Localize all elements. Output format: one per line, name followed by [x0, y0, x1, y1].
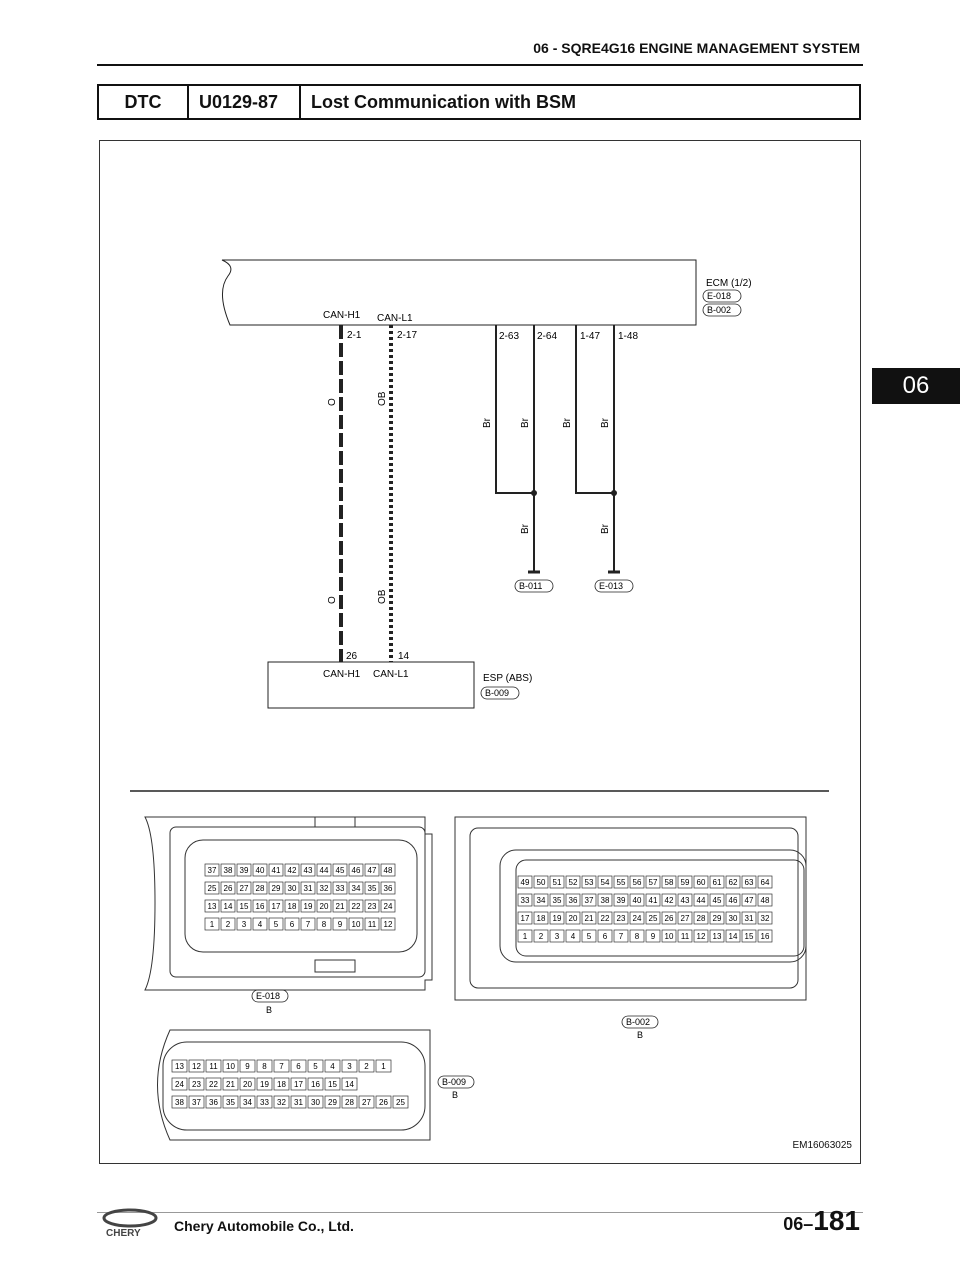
- connector-pin-label: 7: [305, 920, 311, 929]
- connector-pin-label: 4: [330, 1062, 335, 1071]
- connector-pin-label: 44: [319, 866, 329, 875]
- ecm-can-h-label: CAN-H1: [323, 310, 361, 321]
- ecm-connector-b002: B-002: [707, 305, 732, 315]
- connector-pin-label: 20: [568, 914, 578, 923]
- wire-color-can-h-lower: O: [327, 596, 338, 604]
- connector-pin-label: 2: [538, 932, 544, 941]
- connector-pin-label: 55: [616, 878, 626, 887]
- connector-pin-label: 5: [313, 1062, 318, 1071]
- connector-pin-label: 2: [364, 1062, 369, 1071]
- connector-pin-label: 60: [696, 878, 706, 887]
- connector-pin-label: 25: [396, 1098, 405, 1107]
- connector-pin-label: 21: [335, 902, 345, 911]
- connector-pin-label: 33: [260, 1098, 269, 1107]
- connector-pin-label: 29: [328, 1098, 337, 1107]
- ground-wire-1-47: [576, 325, 614, 493]
- connector-pin-label: 63: [744, 878, 754, 887]
- connector-e018-view: B: [266, 1005, 273, 1015]
- connector-pin-label: 3: [554, 932, 560, 941]
- connector-pin-label: 11: [680, 932, 690, 941]
- connector-pin-label: 6: [602, 932, 608, 941]
- connector-pin-label: 12: [696, 932, 706, 941]
- connector-pin-label: 9: [337, 920, 343, 929]
- ecm-pin-2-63: 2-63: [499, 331, 520, 342]
- dtc-label: DTC: [99, 86, 189, 118]
- connector-pin-label: 11: [367, 920, 377, 929]
- connector-pin-label: 42: [287, 866, 297, 875]
- connector-pin-label: 40: [632, 896, 642, 905]
- connector-pin-label: 26: [664, 914, 674, 923]
- connector-pin-label: 46: [351, 866, 361, 875]
- connector-b009-face: [158, 1030, 431, 1140]
- connector-pin-label: 24: [632, 914, 642, 923]
- connector-pin-label: 41: [271, 866, 281, 875]
- figure-id: EM16063025: [792, 1140, 852, 1151]
- connector-pin-label: 11: [209, 1062, 218, 1071]
- connector-pin-label: 28: [696, 914, 706, 923]
- connector-pin-label: 23: [367, 902, 377, 911]
- esp-can-l-label: CAN-L1: [373, 669, 409, 680]
- connector-pin-label: 8: [321, 920, 327, 929]
- connector-pin-label: 1: [522, 932, 528, 941]
- connector-pin-label: 32: [319, 884, 329, 893]
- connector-pin-label: 28: [345, 1098, 354, 1107]
- connector-pin-label: 22: [351, 902, 361, 911]
- ecm-pin-2-64: 2-64: [537, 331, 558, 342]
- connector-pin-label: 7: [618, 932, 624, 941]
- connector-pin-label: 36: [383, 884, 393, 893]
- esp-box: [268, 662, 474, 708]
- connector-pin-label: 32: [277, 1098, 286, 1107]
- connector-pin-label: 28: [255, 884, 265, 893]
- connector-pin-label: 38: [223, 866, 233, 875]
- connector-b002-view: B: [637, 1030, 644, 1040]
- connector-pin-label: 8: [262, 1062, 267, 1071]
- connector-pin-label: 58: [664, 878, 674, 887]
- ground-b011: B-011: [519, 581, 543, 591]
- wire-color-br-3: Br: [562, 418, 573, 428]
- connector-pin-label: 32: [760, 914, 770, 923]
- connector-pin-label: 47: [744, 896, 754, 905]
- connector-pin-label: 54: [600, 878, 610, 887]
- ecm-connector-e018: E-018: [707, 291, 732, 301]
- connector-pin-label: 10: [226, 1062, 235, 1071]
- connector-pin-label: 16: [255, 902, 265, 911]
- connector-pin-label: 16: [311, 1080, 320, 1089]
- connector-pin-label: 25: [207, 884, 217, 893]
- connector-pin-label: 10: [351, 920, 361, 929]
- connector-e018-label: E-018: [256, 991, 281, 1001]
- esp-connector: B-009: [485, 688, 510, 698]
- connector-pin-label: 45: [712, 896, 722, 905]
- connector-pin-label: 51: [552, 878, 562, 887]
- connector-pin-label: 13: [712, 932, 722, 941]
- connector-pin-label: 30: [728, 914, 738, 923]
- connector-pin-label: 43: [680, 896, 690, 905]
- esp-pin-14: 14: [398, 651, 410, 662]
- connector-pin-label: 36: [568, 896, 578, 905]
- connector-pin-label: 37: [192, 1098, 201, 1107]
- connector-pin-label: 9: [650, 932, 656, 941]
- connector-pin-label: 31: [294, 1098, 303, 1107]
- wire-color-can-h-upper: O: [327, 398, 338, 406]
- connector-pin-label: 30: [287, 884, 297, 893]
- connector-pin-label: 37: [207, 866, 217, 875]
- connector-pin-label: 15: [239, 902, 249, 911]
- connector-pin-label: 35: [552, 896, 562, 905]
- connector-pin-label: 15: [328, 1080, 337, 1089]
- connector-pin-label: 31: [744, 914, 754, 923]
- connector-pin-label: 16: [760, 932, 770, 941]
- page-number: [783, 1205, 860, 1237]
- connector-pin-label: 35: [226, 1098, 235, 1107]
- connector-pin-label: 21: [584, 914, 594, 923]
- dtc-description: Lost Communication with BSM: [311, 91, 576, 112]
- connector-pin-label: 19: [303, 902, 313, 911]
- connector-pin-label: 6: [296, 1062, 301, 1071]
- connector-pin-label: 36: [209, 1098, 218, 1107]
- connector-pin-label: 24: [383, 902, 393, 911]
- connector-pin-label: 34: [243, 1098, 252, 1107]
- connector-pin-label: 35: [367, 884, 377, 893]
- connector-pin-label: 45: [335, 866, 345, 875]
- connector-pin-label: 13: [207, 902, 217, 911]
- connector-pin-label: 42: [664, 896, 674, 905]
- wire-color-br-1: Br: [482, 418, 493, 428]
- connector-pin-label: 17: [294, 1080, 303, 1089]
- connector-pin-label: 57: [648, 878, 658, 887]
- connector-pin-label: 20: [243, 1080, 252, 1089]
- connector-pin-label: 44: [696, 896, 706, 905]
- wire-color-can-l-lower: OB: [377, 589, 388, 604]
- esp-can-h-label: CAN-H1: [323, 669, 361, 680]
- connector-pin-label: 22: [209, 1080, 218, 1089]
- connector-pin-label: 34: [536, 896, 546, 905]
- connector-pin-label: 5: [273, 920, 279, 929]
- connector-pin-label: 59: [680, 878, 690, 887]
- connector-pin-label: 18: [536, 914, 546, 923]
- connector-pin-label: 61: [712, 878, 722, 887]
- connector-pin-label: 18: [277, 1080, 286, 1089]
- connector-pin-label: 56: [632, 878, 642, 887]
- connector-pin-label: 23: [192, 1080, 201, 1089]
- connector-pin-label: 52: [568, 878, 578, 887]
- connector-pin-label: 50: [536, 878, 546, 887]
- connector-pin-label: 26: [223, 884, 233, 893]
- ecm-can-l-label: CAN-L1: [377, 313, 413, 324]
- connector-pin-label: 7: [279, 1062, 284, 1071]
- page-header-title: 06 - SQRE4G16 ENGINE MANAGEMENT SYSTEM: [533, 40, 860, 56]
- connector-b002-face: [455, 817, 806, 1000]
- connector-pin-label: 25: [648, 914, 658, 923]
- connector-pin-label: 30: [311, 1098, 320, 1107]
- ecm-name: ECM (1/2): [706, 278, 752, 289]
- connector-pin-label: 47: [367, 866, 377, 875]
- connector-pin-label: 40: [255, 866, 265, 875]
- esp-name: ESP (ABS): [483, 673, 533, 684]
- section-tab: 06: [872, 368, 960, 404]
- connector-pin-label: 22: [600, 914, 610, 923]
- connector-pin-label: 17: [271, 902, 281, 911]
- connector-pin-label: 38: [600, 896, 610, 905]
- connector-b009-view: B: [452, 1090, 459, 1100]
- connector-pin-label: 26: [379, 1098, 388, 1107]
- wire-color-br-4: Br: [600, 418, 611, 428]
- connector-pin-label: 14: [223, 902, 233, 911]
- connector-pin-label: 33: [335, 884, 345, 893]
- connector-pin-label: 1: [209, 920, 215, 929]
- connector-pin-label: 13: [175, 1062, 184, 1071]
- connector-pin-label: 29: [712, 914, 722, 923]
- connector-pin-label: 27: [239, 884, 249, 893]
- connector-pin-label: 53: [584, 878, 594, 887]
- connector-e018-face: [145, 817, 432, 990]
- connector-pin-label: 24: [175, 1080, 184, 1089]
- connector-pin-label: 15: [744, 932, 754, 941]
- connector-b002-label: B-002: [626, 1017, 651, 1027]
- wire-color-br-2: Br: [520, 418, 531, 428]
- connector-pin-label: 17: [520, 914, 530, 923]
- page-prefix: 06–: [783, 1214, 814, 1234]
- connector-pin-label: 64: [760, 878, 770, 887]
- connector-pin-label: 27: [680, 914, 690, 923]
- connector-pin-label: 20: [319, 902, 329, 911]
- connector-pin-label: 48: [760, 896, 770, 905]
- connector-pin-label: 3: [241, 920, 247, 929]
- connector-b009-label: B-009: [442, 1077, 467, 1087]
- connector-pin-label: 1: [381, 1062, 386, 1071]
- connector-pin-label: 4: [570, 932, 576, 941]
- wire-color-can-l-upper: OB: [377, 391, 388, 406]
- connector-pin-label: 8: [634, 932, 640, 941]
- connector-pin-label: 12: [192, 1062, 201, 1071]
- connector-pin-label: 9: [245, 1062, 250, 1071]
- connector-pin-label: 14: [728, 932, 738, 941]
- connector-pin-label: 19: [260, 1080, 269, 1089]
- connector-pin-label: 14: [345, 1080, 354, 1089]
- page-number-value: 181: [813, 1205, 860, 1236]
- connector-pin-label: 49: [520, 878, 530, 887]
- connector-pin-label: 31: [303, 884, 313, 893]
- connector-pin-label: 12: [383, 920, 393, 929]
- dtc-code: U0129-87: [189, 86, 301, 118]
- connector-pin-label: 39: [239, 866, 249, 875]
- connector-pin-label: 2: [225, 920, 231, 929]
- connector-pin-label: 48: [383, 866, 393, 875]
- connector-pin-label: 34: [351, 884, 361, 893]
- ecm-pin-1-48: 1-48: [618, 331, 639, 342]
- connector-pin-label: 3: [347, 1062, 352, 1071]
- wire-color-br-6: Br: [600, 524, 611, 534]
- connector-pin-label: 21: [226, 1080, 235, 1089]
- connector-pin-label: 38: [175, 1098, 184, 1107]
- connector-pin-label: 10: [664, 932, 674, 941]
- connector-pin-label: 29: [271, 884, 281, 893]
- connector-pin-label: 37: [584, 896, 594, 905]
- ecm-pin-1-47: 1-47: [580, 331, 601, 342]
- ecm-pin-2-17: 2-17: [397, 330, 418, 341]
- connector-pin-label: 39: [616, 896, 626, 905]
- connector-pin-label: 43: [303, 866, 313, 875]
- footer-rule: [97, 1212, 863, 1213]
- ground-wire-2-63: [496, 325, 534, 493]
- connector-pin-label: 5: [586, 932, 592, 941]
- wire-color-br-5: Br: [520, 524, 531, 534]
- connector-pin-label: 27: [362, 1098, 371, 1107]
- connector-pin-label: 46: [728, 896, 738, 905]
- esp-pin-26: 26: [346, 651, 358, 662]
- connector-pin-label: 41: [648, 896, 658, 905]
- connector-pin-label: 62: [728, 878, 738, 887]
- svg-text:CHERY: CHERY: [106, 1228, 141, 1238]
- connector-pin-label: 33: [520, 896, 530, 905]
- connector-pin-label: 18: [287, 902, 297, 911]
- ecm-pin-2-1: 2-1: [347, 330, 362, 341]
- connector-pin-label: 19: [552, 914, 562, 923]
- footer-company: Chery Automobile Co., Ltd.: [174, 1218, 354, 1234]
- connector-pin-label: 6: [289, 920, 295, 929]
- ground-e013: E-013: [599, 581, 624, 591]
- connector-pin-label: 23: [616, 914, 626, 923]
- chery-logo-icon: [100, 1208, 160, 1238]
- connector-pin-label: 4: [257, 920, 263, 929]
